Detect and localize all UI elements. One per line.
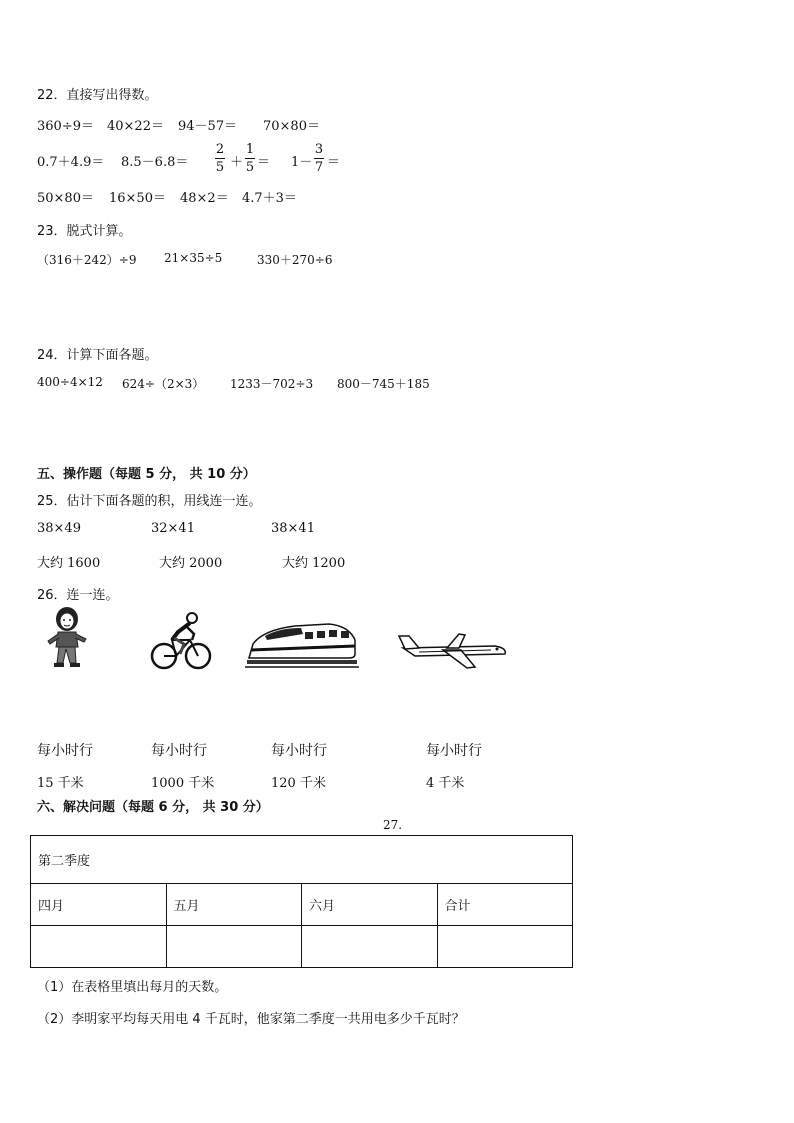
table-header-cell: 合计 <box>437 884 573 926</box>
q22-item: 50×80＝ <box>37 191 94 206</box>
section-5-heading: 五、操作题（每题 5 分， 共 10 分） <box>37 467 256 482</box>
fraction-numerator: 2 <box>215 142 225 157</box>
table-answer-cell[interactable] <box>437 926 573 968</box>
fraction <box>245 142 255 175</box>
q27-table <box>30 835 573 968</box>
q27-number: 27. <box>383 818 403 832</box>
table-answer-cell[interactable] <box>302 926 438 968</box>
q23-item: 21×35÷5 <box>164 251 223 265</box>
q23-item: 330＋270÷6 <box>257 253 333 267</box>
q24-item: 800－745＋185 <box>337 377 430 391</box>
q25-estimate: 大约 2000 <box>159 556 223 571</box>
table-answer-cell[interactable] <box>31 926 167 968</box>
table-header-cell: 四月 <box>31 884 167 926</box>
table-answer-cell[interactable] <box>166 926 302 968</box>
q25-estimate: 大约 1200 <box>282 556 346 571</box>
q23-item: （316＋242）÷9 <box>37 253 137 267</box>
fraction-numerator: 3 <box>314 142 324 157</box>
section-6-heading: 六、解决问题（每题 6 分， 共 30 分） <box>37 800 269 815</box>
equals-sign: ＝ <box>257 155 271 170</box>
q25-product: 38×49 <box>37 521 81 536</box>
fraction-denominator: 5 <box>245 160 255 175</box>
q26-title: 26．连一连。 <box>37 588 119 603</box>
q22-item: 8.5－6.8＝ <box>121 155 189 170</box>
fraction-denominator: 7 <box>314 160 324 175</box>
speed-label: 每小时行 <box>37 743 93 759</box>
q22-item: 360÷9＝ <box>37 119 94 134</box>
q27-subquestion-1: （1）在表格里填出每月的天数。 <box>37 980 228 995</box>
walking-girl-icon <box>44 605 90 671</box>
speed-label: 每小时行 <box>151 743 207 759</box>
q23-title: 23．脱式计算。 <box>37 224 132 239</box>
plus-sign: ＋ <box>230 155 244 170</box>
q25-product: 32×41 <box>151 521 195 536</box>
q22-item: 16×50＝ <box>109 191 166 206</box>
q25-estimate: 大约 1600 <box>37 556 101 571</box>
speed-value: 15 千米 <box>37 776 84 791</box>
q22-title: 22．直接写出得数。 <box>37 88 158 103</box>
speed-label: 每小时行 <box>426 743 482 759</box>
table-title-cell: 第二季度 <box>31 836 573 884</box>
speed-value: 1000 千米 <box>151 776 215 791</box>
q24-item: 1233－702÷3 <box>230 377 314 391</box>
fraction <box>215 142 225 175</box>
one-minus: 1－ <box>291 155 313 170</box>
q22-item: 70×80＝ <box>263 119 320 134</box>
q24-title: 24．计算下面各题。 <box>37 348 158 363</box>
equals-sign: ＝ <box>327 155 341 170</box>
high-speed-train-icon <box>245 618 359 670</box>
table-header-cell: 六月 <box>302 884 438 926</box>
q22-item: 0.7＋4.9＝ <box>37 155 105 170</box>
speed-value: 4 千米 <box>426 776 465 791</box>
speed-value: 120 千米 <box>271 776 326 791</box>
q22-item: 40×22＝ <box>107 119 164 134</box>
q27-subquestion-2: （2）李明家平均每天用电 4 千瓦时，他家第二季度一共用电多少千瓦时？ <box>37 1012 465 1027</box>
q24-item: 624÷（2×3） <box>122 377 205 391</box>
q22-item: 48×2＝ <box>180 191 229 206</box>
table-header-cell: 五月 <box>166 884 302 926</box>
airplane-icon <box>395 630 510 670</box>
fraction-numerator: 1 <box>245 142 255 157</box>
fraction-denominator: 5 <box>215 160 225 175</box>
fraction <box>314 142 324 175</box>
cyclist-icon <box>150 610 212 672</box>
q22-item: 4.7＋3＝ <box>242 191 297 206</box>
q25-title: 25．估计下面各题的积，用线连一连。 <box>37 494 262 509</box>
q25-product: 38×41 <box>271 521 315 536</box>
q24-item: 400÷4×12 <box>37 375 103 389</box>
q22-item: 94－57＝ <box>178 119 238 134</box>
speed-label: 每小时行 <box>271 743 327 759</box>
